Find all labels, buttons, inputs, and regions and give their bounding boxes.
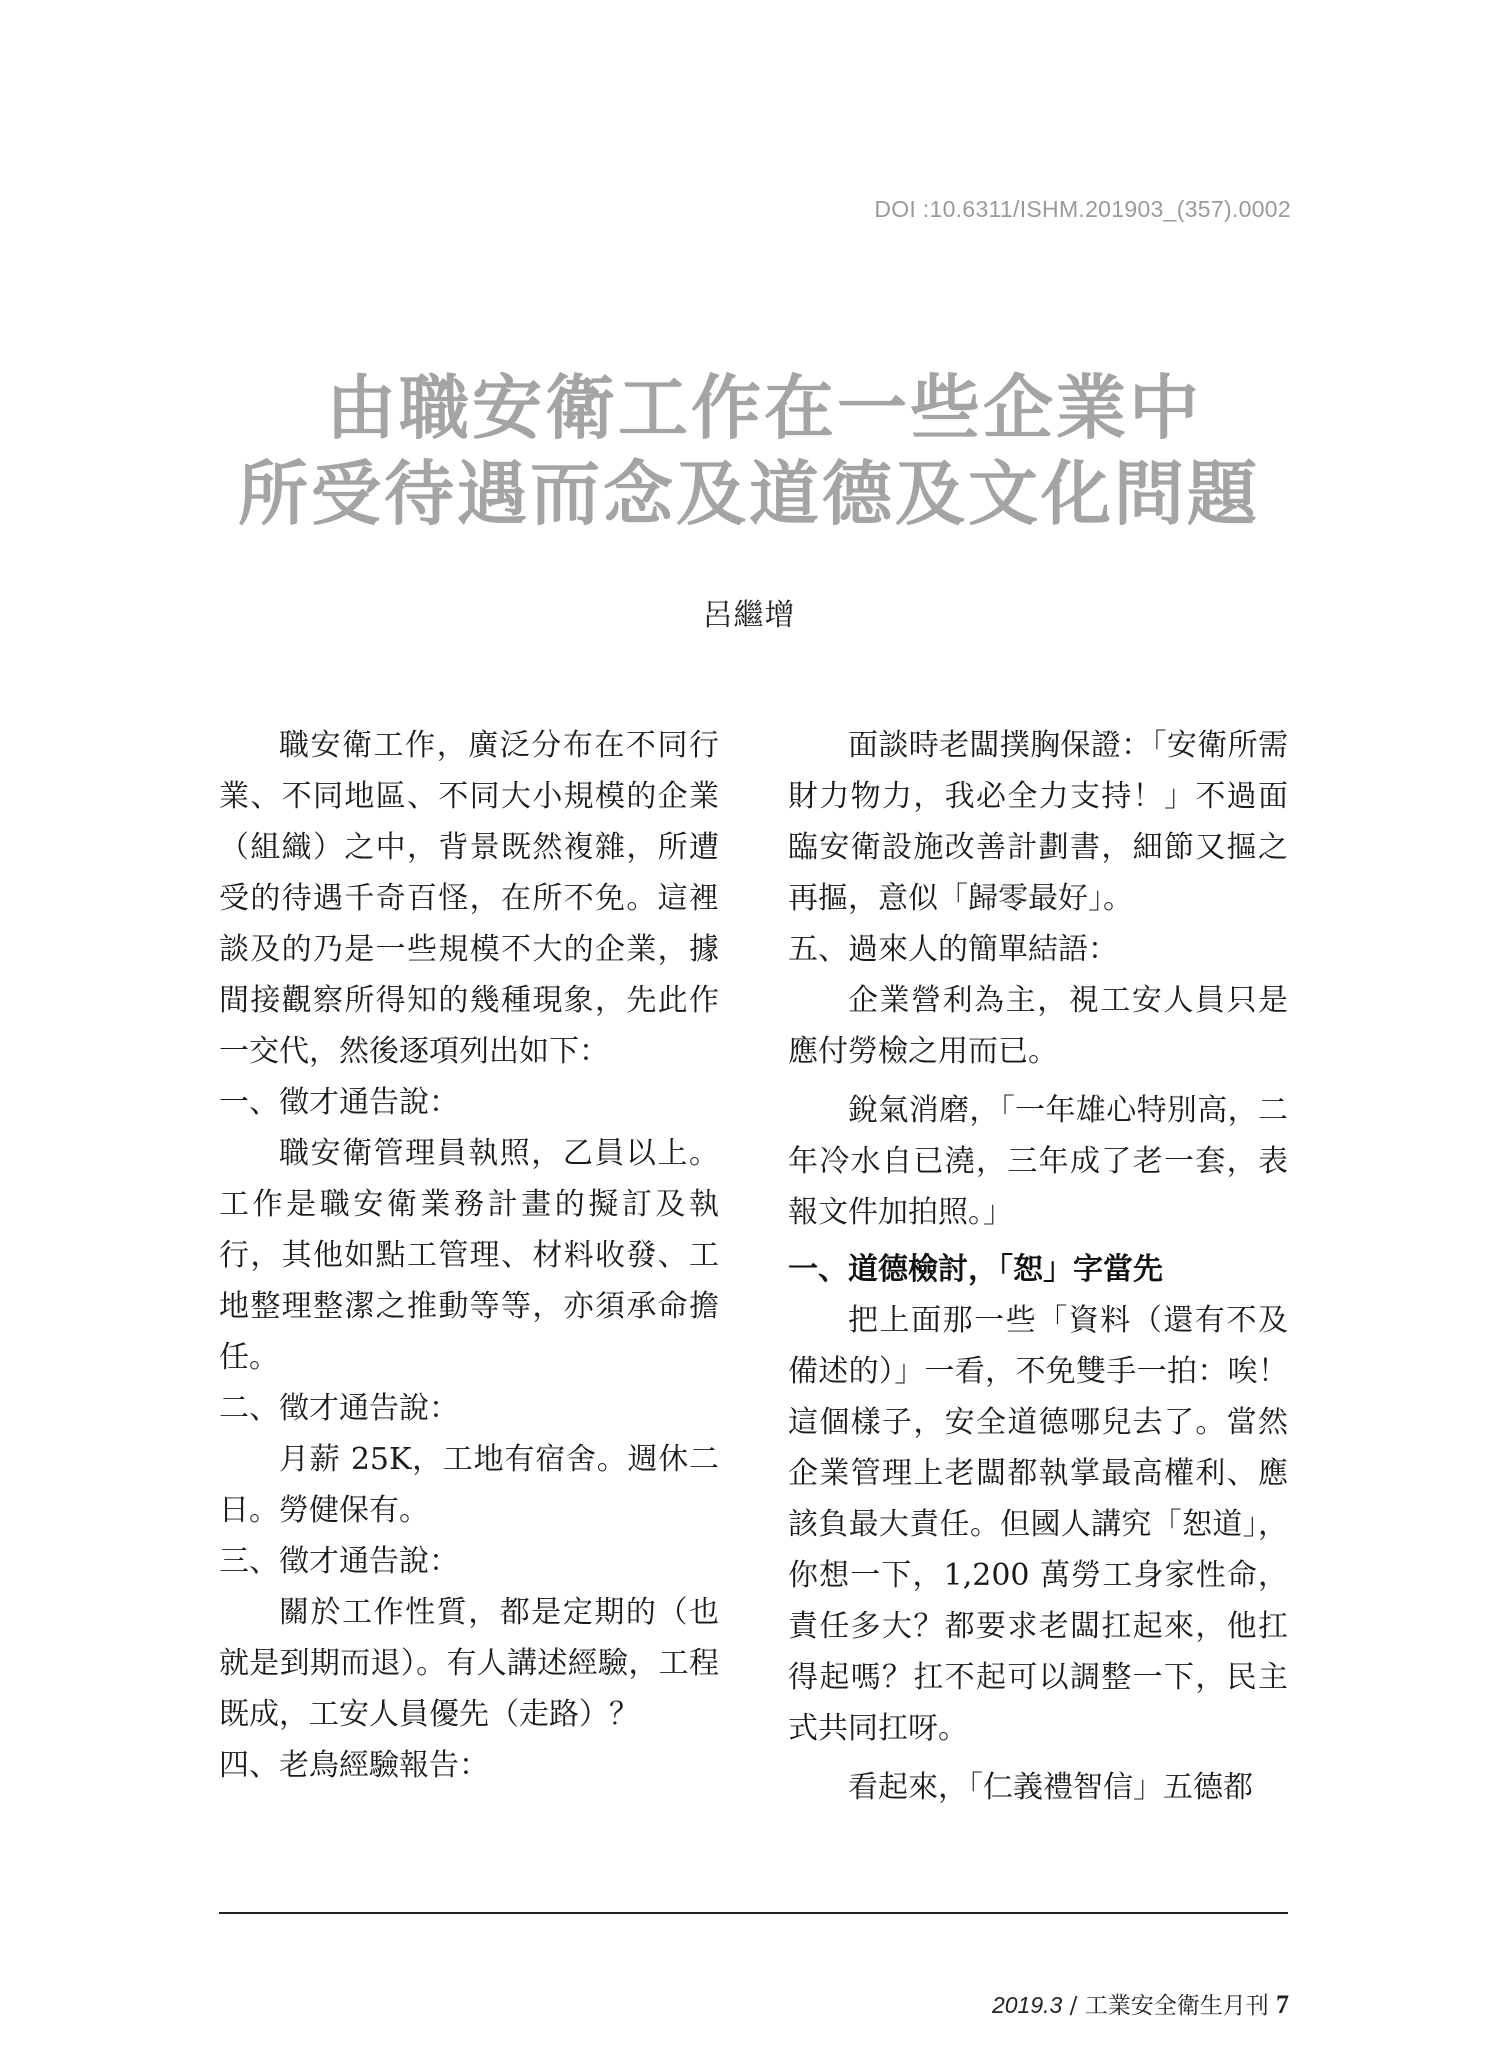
- list-body-4: 面談時老闆撲胸保證：「安衛所需財力物力，我必全力支持！」不過面臨安衛設施改善計劃書，細節又摳之再摳，意似「歸零最好」。: [788, 728, 1288, 916]
- left-column: [219, 720, 719, 1791]
- page-footer: [992, 1987, 1289, 2020]
- list-heading-3: 三、徵才通告說：: [219, 1544, 459, 1579]
- footer-divider: [219, 1912, 1288, 1914]
- list-body-5a: 企業營利為主，視工安人員只是應付勞檢之用而已。: [788, 983, 1288, 1069]
- title-line-1: 由職安衛工作在一些企業中: [326, 367, 1202, 449]
- doi-label: DOI :10.6311/ISHM.201903_(357).0002: [874, 196, 1291, 222]
- magazine-name: 工業安全衛生月刊: [1084, 1993, 1269, 2019]
- list-body-2: 月薪 25K，工地有宿舍。週休二日。勞健保有。: [219, 1442, 719, 1528]
- section-heading: 一、道德檢討，「恕」字當先: [788, 1252, 1163, 1287]
- list-heading-5: 五、過來人的簡單結語：: [788, 932, 1118, 967]
- list-body-5b: 銳氣消磨，「一年雄心特別高，二年冷水自已澆，三年成了老一套，表報文件加拍照。」: [788, 1093, 1288, 1230]
- article-title: [0, 365, 1498, 537]
- list-body-3: 關於工作性質，都是定期的（也就是到期而退）。有人講述經驗，工程既成，工安人員優先（走路）？: [219, 1595, 719, 1732]
- list-heading-4: 四、老鳥經驗報告：: [219, 1748, 489, 1783]
- right-column: [788, 720, 1288, 1813]
- list-heading-2: 二、徵才通告說：: [219, 1391, 459, 1426]
- author-name: 呂繼增: [702, 598, 796, 633]
- section-paragraph-2: 看起來，「仁義禮智信」五德都: [848, 1770, 1253, 1805]
- list-body-1: 職安衛管理員執照，乙員以上。工作是職安衛業務計畫的擬訂及執行，其他如點工管理、材料收發、工地整理整潔之推動等等，亦須承命擔任。: [219, 1136, 719, 1375]
- page-number: 7: [1276, 1990, 1289, 2019]
- list-heading-1: 一、徵才通告說：: [219, 1085, 459, 1120]
- title-line-2: 所受待遇而念及道德及文化問題: [238, 453, 1260, 535]
- footer-separator: /: [1062, 1993, 1085, 2019]
- section-paragraph-1: 把上面那一些「資料（還有不及備述的）」一看，不免雙手一拍：唉！這個樣子，安全道德哪兒去了。當然企業管理上老闆都執掌最高權利、應該負最大責任。但國人講究「恕道」，你想一下，1,200 萬勞工身家性命，責任多大？都要求老闆扛起來，他扛得起嗎？扛不起可以調整一下，民主式共同扛呀。: [788, 1303, 1288, 1746]
- issue-date: 2019.3: [991, 1992, 1063, 2018]
- intro-paragraph: 職安衛工作，廣泛分布在不同行業、不同地區、不同大小規模的企業（組織）之中，背景既然複雜，所遭受的待遇千奇百怪，在所不免。這裡談及的乃是一些規模不大的企業，據間接觀察所得知的幾種現象，先此作一交代，然後逐項列出如下：: [219, 728, 719, 1069]
